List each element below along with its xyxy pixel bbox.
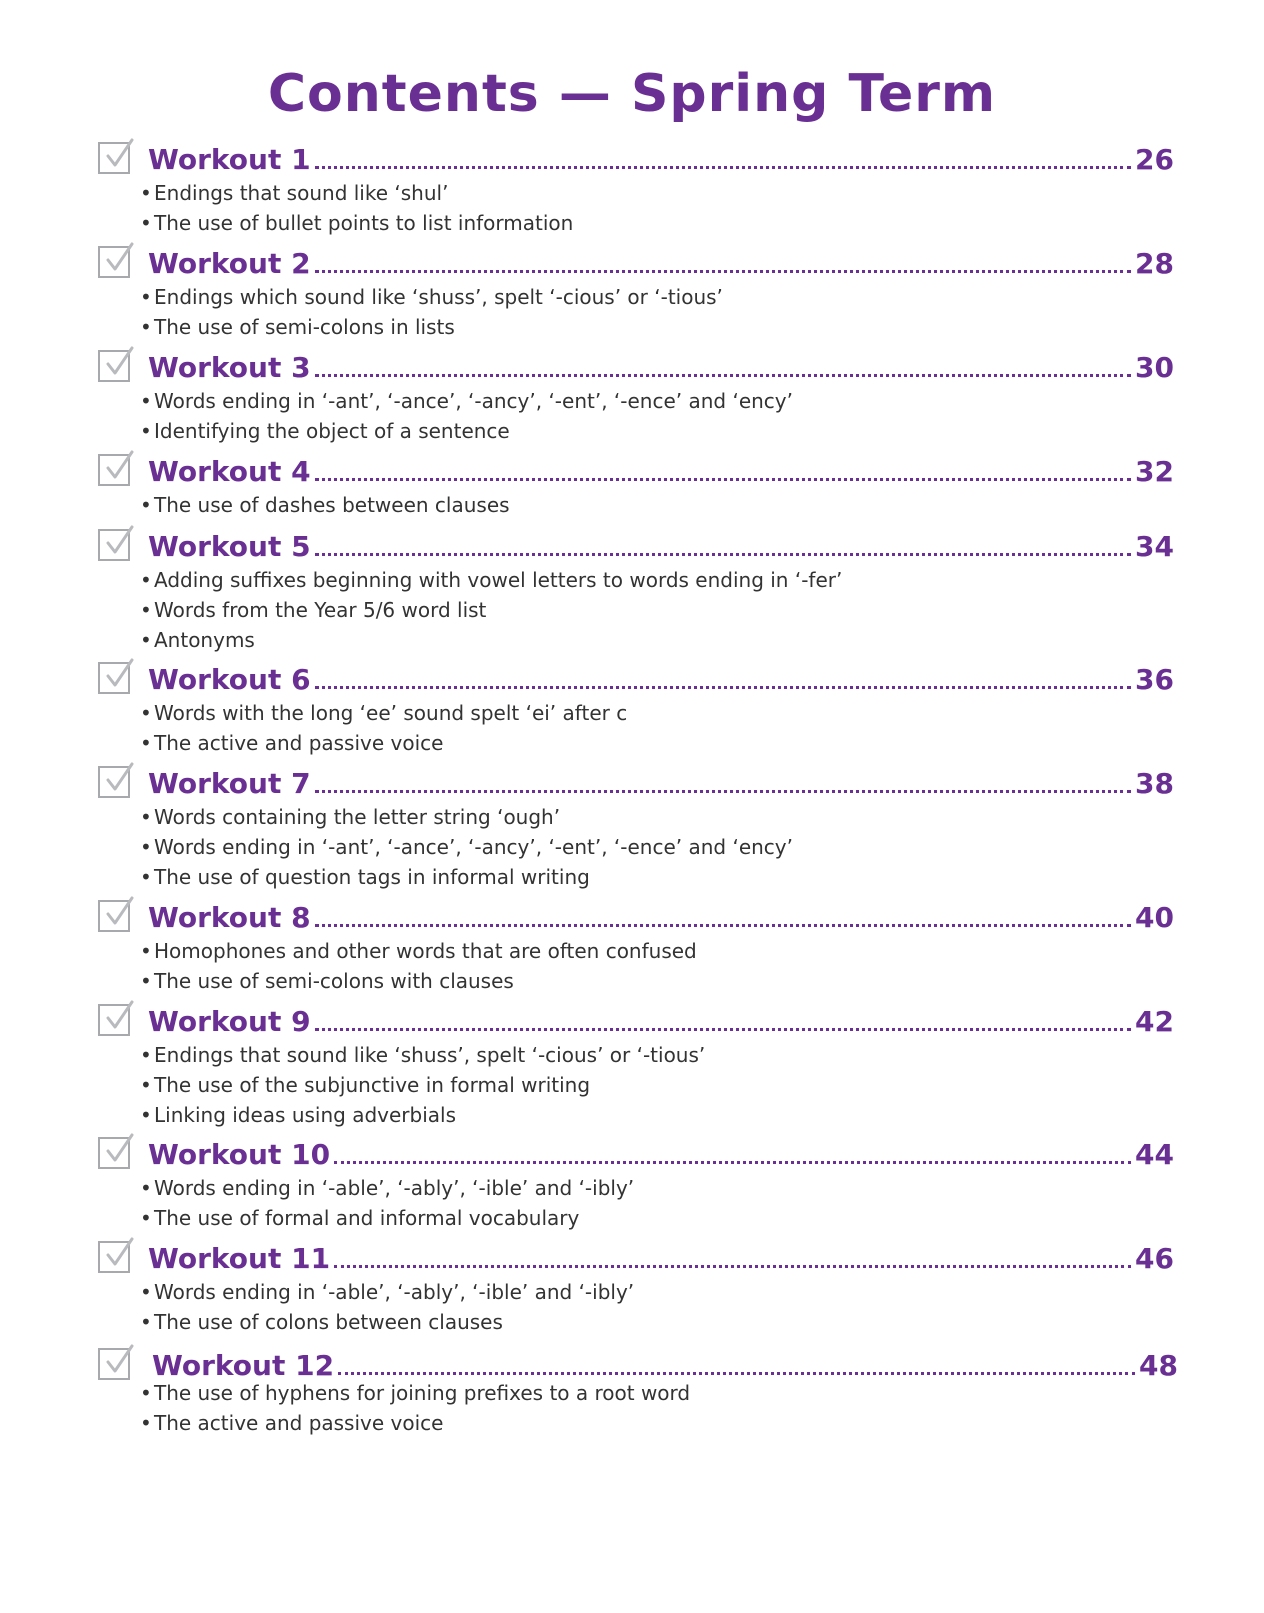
topic-text: The use of semi-colons in lists xyxy=(154,315,455,339)
topic-text: The use of bullet points to list information xyxy=(154,211,574,235)
topic-text: Words ending in ‘-able’, ‘-ably’, ‘-ible’ and ‘-ibly’ xyxy=(154,1280,635,1304)
toc-heading-row[interactable] xyxy=(148,450,1174,490)
bullet-icon: • xyxy=(140,865,152,889)
topic-text: The use of the subjunctive in formal writing xyxy=(154,1073,591,1097)
topic-list xyxy=(140,1277,634,1337)
toc-heading-row[interactable] xyxy=(148,242,1174,282)
topic-item xyxy=(140,802,793,832)
topic-item xyxy=(140,966,697,996)
topic-text: Identifying the object of a sentence xyxy=(154,419,510,443)
topic-text: The use of colons between clauses xyxy=(154,1310,503,1334)
topic-item xyxy=(140,728,627,758)
dot-leader xyxy=(315,374,1131,377)
workout-title: Workout 8 xyxy=(148,901,311,934)
page-number: 38 xyxy=(1135,767,1174,800)
toc-heading-row[interactable] xyxy=(148,658,1174,698)
workout-title: Workout 7 xyxy=(148,767,311,800)
workout-title: Workout 12 xyxy=(152,1349,335,1382)
topic-text: The use of dashes between clauses xyxy=(154,493,510,517)
topic-text: Antonyms xyxy=(154,628,255,652)
checkbox[interactable] xyxy=(98,246,130,278)
check-icon xyxy=(102,525,136,559)
workout-title: Workout 5 xyxy=(148,530,311,563)
bullet-icon: • xyxy=(140,1310,152,1334)
page-number: 36 xyxy=(1135,663,1174,696)
checkbox[interactable] xyxy=(98,1241,130,1273)
checkbox[interactable] xyxy=(98,454,130,486)
page-number: 34 xyxy=(1135,530,1174,563)
topic-list xyxy=(140,802,793,892)
topic-text: The use of hyphens for joining prefixes to a root word xyxy=(154,1381,691,1405)
page-number: 46 xyxy=(1135,1242,1174,1275)
topic-item xyxy=(140,698,627,728)
workout-title: Workout 4 xyxy=(148,455,311,488)
checkbox[interactable] xyxy=(98,1348,130,1380)
page-number: 26 xyxy=(1135,143,1174,176)
dot-leader xyxy=(315,166,1131,169)
check-icon xyxy=(102,658,136,692)
topic-item xyxy=(140,565,842,595)
page-number: 40 xyxy=(1135,901,1174,934)
topic-text: The active and passive voice xyxy=(154,1411,444,1435)
topic-item xyxy=(140,282,723,312)
checkbox[interactable] xyxy=(98,1137,130,1169)
page-number: 32 xyxy=(1135,455,1174,488)
topic-item xyxy=(140,1408,690,1438)
check-icon xyxy=(102,762,136,796)
check-icon xyxy=(102,1000,136,1034)
topic-text: Homophones and other words that are often confused xyxy=(154,939,697,963)
dot-leader xyxy=(315,553,1131,556)
toc-heading-row[interactable] xyxy=(148,138,1174,178)
check-icon xyxy=(102,1133,136,1167)
topic-text: Endings that sound like ‘shul’ xyxy=(154,181,449,205)
bullet-icon: • xyxy=(140,181,152,205)
toc-heading-row[interactable] xyxy=(148,1237,1174,1277)
topic-list xyxy=(140,698,627,758)
topic-text: Words containing the letter string ‘ough’ xyxy=(154,805,561,829)
topic-text: Endings which sound like ‘shuss’, spelt ‘-cious’ or ‘-tious’ xyxy=(154,285,723,309)
topic-item xyxy=(140,625,842,655)
bullet-icon: • xyxy=(140,1043,152,1067)
topic-list xyxy=(140,386,793,446)
workout-title: Workout 2 xyxy=(148,247,311,280)
bullet-icon: • xyxy=(140,1206,152,1230)
bullet-icon: • xyxy=(140,1411,152,1435)
topic-item xyxy=(140,490,510,520)
bullet-icon: • xyxy=(140,805,152,829)
topic-text: Linking ideas using adverbials xyxy=(154,1103,457,1127)
topic-list xyxy=(140,565,842,655)
topic-item xyxy=(140,386,793,416)
topic-item xyxy=(140,1173,634,1203)
check-icon xyxy=(102,896,136,930)
bullet-icon: • xyxy=(140,419,152,443)
topic-item xyxy=(140,1203,634,1233)
bullet-icon: • xyxy=(140,285,152,309)
page-number: 28 xyxy=(1135,247,1174,280)
topic-item xyxy=(140,416,793,446)
bullet-icon: • xyxy=(140,493,152,517)
check-icon xyxy=(102,1344,136,1378)
topic-list xyxy=(140,936,697,996)
toc-heading-row[interactable] xyxy=(148,762,1174,802)
bullet-icon: • xyxy=(140,835,152,859)
bullet-icon: • xyxy=(140,211,152,235)
dot-leader xyxy=(315,924,1131,927)
topic-list xyxy=(140,1040,705,1130)
workout-title: Workout 10 xyxy=(148,1138,331,1171)
check-icon xyxy=(102,242,136,276)
topic-list xyxy=(140,1173,634,1233)
checkbox[interactable] xyxy=(98,142,130,174)
dot-leader xyxy=(315,686,1131,689)
toc-heading-row[interactable] xyxy=(148,346,1174,386)
workout-title: Workout 1 xyxy=(148,143,311,176)
topic-item xyxy=(140,1277,634,1307)
dot-leader xyxy=(338,1372,1135,1375)
topic-item xyxy=(140,178,573,208)
bullet-icon: • xyxy=(140,731,152,755)
topic-text: Endings that sound like ‘shuss’, spelt ‘-cious’ or ‘-tious’ xyxy=(154,1043,706,1067)
toc-heading-row[interactable] xyxy=(148,1133,1174,1173)
topic-text: The use of question tags in informal writing xyxy=(154,865,590,889)
bullet-icon: • xyxy=(140,1280,152,1304)
dot-leader xyxy=(315,270,1131,273)
workout-title: Workout 3 xyxy=(148,351,311,384)
workout-title: Workout 6 xyxy=(148,663,311,696)
bullet-icon: • xyxy=(140,568,152,592)
bullet-icon: • xyxy=(140,1176,152,1200)
bullet-icon: • xyxy=(140,1381,152,1405)
toc-heading-row[interactable] xyxy=(148,896,1174,936)
topic-item xyxy=(140,1100,705,1130)
bullet-icon: • xyxy=(140,1073,152,1097)
dot-leader xyxy=(315,478,1131,481)
bullet-icon: • xyxy=(140,1103,152,1127)
bullet-icon: • xyxy=(140,628,152,652)
bullet-icon: • xyxy=(140,701,152,725)
page-number: 44 xyxy=(1135,1138,1174,1171)
toc-heading-row[interactable] xyxy=(148,1000,1174,1040)
topic-text: Words ending in ‘-ant’, ‘-ance’, ‘-ancy’, ‘-ent’, ‘-ence’ and ‘ency’ xyxy=(154,389,793,413)
checkbox[interactable] xyxy=(98,529,130,561)
checkbox[interactable] xyxy=(98,1004,130,1036)
topic-item xyxy=(140,208,573,238)
checkbox[interactable] xyxy=(98,900,130,932)
topic-text: The active and passive voice xyxy=(154,731,444,755)
bullet-icon: • xyxy=(140,598,152,622)
bullet-icon: • xyxy=(140,389,152,413)
check-icon xyxy=(102,346,136,380)
check-icon xyxy=(102,450,136,484)
topic-text: Words from the Year 5/6 word list xyxy=(154,598,487,622)
topic-item xyxy=(140,312,723,342)
topic-list xyxy=(140,1378,690,1438)
page-number: 42 xyxy=(1135,1005,1174,1038)
bullet-icon: • xyxy=(140,969,152,993)
topic-text: Words ending in ‘-able’, ‘-ably’, ‘-ible’ and ‘-ibly’ xyxy=(154,1176,635,1200)
workout-title: Workout 9 xyxy=(148,1005,311,1038)
topic-text: The use of semi-colons with clauses xyxy=(154,969,514,993)
dot-leader xyxy=(315,1028,1131,1031)
checkbox[interactable] xyxy=(98,766,130,798)
check-icon xyxy=(102,138,136,172)
topic-item xyxy=(140,1070,705,1100)
topic-list xyxy=(140,282,723,342)
check-icon xyxy=(102,1237,136,1271)
page-number: 48 xyxy=(1139,1349,1178,1382)
topic-text: Words with the long ‘ee’ sound spelt ‘ei’ after c xyxy=(154,701,628,725)
checkbox[interactable] xyxy=(98,662,130,694)
topic-item xyxy=(140,1378,690,1408)
topic-item xyxy=(140,1040,705,1070)
topic-item xyxy=(140,832,793,862)
bullet-icon: • xyxy=(140,939,152,963)
topic-list xyxy=(140,490,510,520)
topic-list xyxy=(140,178,573,238)
page-number: 30 xyxy=(1135,351,1174,384)
bullet-icon: • xyxy=(140,315,152,339)
topic-text: Adding suffixes beginning with vowel letters to words ending in ‘-fer’ xyxy=(154,568,843,592)
topic-item xyxy=(140,1307,634,1337)
dot-leader xyxy=(315,790,1131,793)
checkbox[interactable] xyxy=(98,350,130,382)
topic-item xyxy=(140,595,842,625)
topic-text: Words ending in ‘-ant’, ‘-ance’, ‘-ancy’, ‘-ent’, ‘-ence’ and ‘ency’ xyxy=(154,835,793,859)
toc-heading-row[interactable] xyxy=(148,525,1174,565)
topic-item xyxy=(140,936,697,966)
dot-leader xyxy=(334,1265,1131,1268)
workout-title: Workout 11 xyxy=(148,1242,331,1275)
dot-leader xyxy=(334,1161,1131,1164)
page-title: Contents — Spring Term xyxy=(267,64,997,124)
topic-item xyxy=(140,862,793,892)
topic-text: The use of formal and informal vocabulary xyxy=(154,1206,580,1230)
